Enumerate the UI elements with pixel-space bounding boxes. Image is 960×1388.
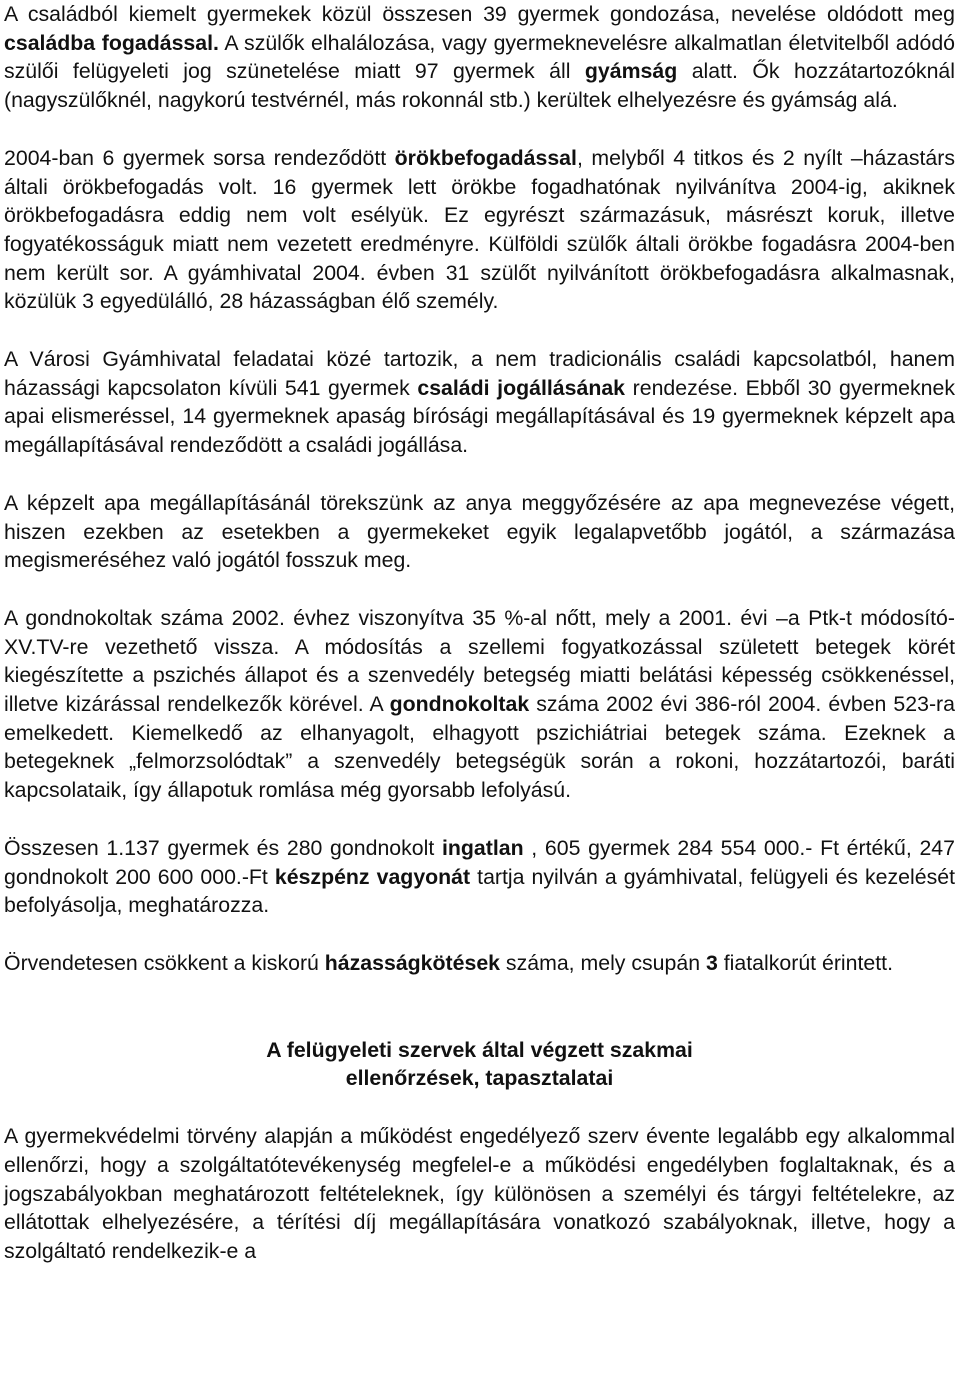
bold-term-family-legal-status: családi jogállásának	[417, 375, 626, 400]
text-run: A gyermekvédelmi törvény alapján a működést engedélyező szerv évente legalább egy alkalommal ellenőrzi, hogy a szolgáltatótevékenység megfelel-e a működési engedélyben foglaltaknak, és a jogszabályokban meghatározott feltételeknek, így különösen a személyi és tárgyi feltételekre, az ellátottak elhelyezésére, a térítési díj megállapítására vonatkozó szabályoknak, illetve, hogy a szolgáltató rendelkezik-e a	[4, 1124, 955, 1263]
paragraph-spacer	[4, 316, 955, 345]
paragraph-assets	[4, 834, 955, 920]
text-run: A szülők elhalálozása, vagy gyermeknevelésre alkalmatlan életvitelből adódó szülői felügyeleti jog szünetelése miatt 97 gyermek áll	[4, 30, 956, 84]
text-run: tartja nyilván a gyámhivatal, felügyeli és kezelését befolyásolja, meghatározza.	[4, 864, 956, 918]
paragraph-spacer	[4, 805, 955, 834]
text-run: száma 2002 évi 386-ról 2004. évben 523-ra emelkedett. Kiemelkedő az elhanyagolt, elhagyott pszichiátriai betegek száma. Ezeknek a betegeknek „felmorzsolódtak” a szenvedély betegségük során a rokoni, hozzátartozói, baráti kapcsolataik, így állapotuk romlása még gyorsabb lefolyású.	[4, 692, 955, 803]
paragraph-fictitious-father	[4, 489, 955, 575]
paragraph-spacer	[4, 575, 955, 604]
bold-term-guardianship: gyámság	[584, 59, 678, 84]
paragraph-spacer	[4, 1093, 955, 1122]
paragraph-marriages	[4, 949, 955, 978]
section-heading	[4, 1036, 955, 1093]
paragraph-family-legal-status	[4, 345, 955, 460]
text-run: A képzelt apa megállapításánál törekszünk az anya meggyőzésére az apa megnevezése végett, hiszen ezekben az esetekben a gyermekeket egyik legalapvetőbb jogától, a származása megismeréséhez való jogától fosszuk meg.	[4, 490, 955, 573]
text-run: alatt. Ők hozzátartozóknál (nagyszülőknél, nagykorú testvérnél, más rokonnál stb.) kerültek elhelyezésre és gyámság alá.	[4, 59, 955, 113]
paragraph-spacer	[4, 115, 955, 144]
text-run: A gondnokoltak száma 2002. évhez viszonyítva 35 %-al nőtt, mely a 2001. évi –a Ptk-t módosító- XV.TV-re vezethető vissza. A módosítás a szellemi fogyatkozással született betegek körét kiegészítette a pszichés állapot és a szenvedély betegség miatti belátási képesség csökkenéssel, illetve kizárással rendelkezők körével. A	[4, 605, 955, 717]
text-run: Összesen 1.137 gyermek és 280 gondnokolt	[4, 835, 442, 860]
bold-term-cash-assets: készpénz vagyonát	[274, 864, 471, 889]
text-run: Örvendetesen csökkent a kiskorú	[4, 950, 325, 975]
text-run: fiatalkorút érintett.	[717, 950, 894, 975]
text-run: 2004-ban 6 gyermek sorsa rendeződött	[4, 145, 395, 170]
bold-term-wards: gondnokoltak	[389, 692, 530, 717]
document-page	[4, 0, 955, 1266]
paragraph-spacer	[4, 460, 955, 489]
paragraph-inspection	[4, 1122, 955, 1266]
text-run: száma, mely csupán	[500, 950, 706, 975]
bold-term-family-fostering: családba fogadással.	[4, 30, 219, 55]
text-run: A családból kiemelt gyermekek közül összesen 39 gyermek gondozása, nevelése oldódott meg	[4, 2, 955, 26]
section-heading-line-2: ellenőrzések, tapasztalatai	[345, 1066, 614, 1091]
text-run: , melyből 4 titkos és 2 nyílt –házastárs általi örökbefogadás volt. 16 gyermek lett örökbe fogadhatónak nyilvánítva 2004-ig, akiknek örökbefogadásra eddig nem volt esélyük. Ez egyrészt származásuk, másrészt koruk, illetve fogyatékosságuk miatt nem vezetett eredményre. Külföldi szülők általi örökbe fogadásra 2004-ben nem került sor. A gyámhivatal 2004. évben 31 szülőt nyilvánított örökbefogadásra alkalmasnak, közülük 3 egyedülálló, 28 házasságban élő személy.	[4, 145, 956, 314]
paragraph-spacer	[4, 920, 955, 949]
text-run: rendezése. Ebből 30 gyermeknek apai elismeréssel, 14 gyermeknek apaság bírósági megállapításával és 19 gyermeknek képzelt apa megállapításával rendeződött a családi jogállása.	[4, 375, 956, 458]
bold-term-real-estate: ingatlan	[441, 835, 524, 860]
paragraph-spacer	[4, 978, 955, 1007]
paragraph-adoption	[4, 144, 955, 316]
bold-term-marriages: házasságkötések	[324, 950, 501, 975]
paragraph-family-placement	[4, 0, 955, 115]
paragraph-guardianship-wards	[4, 604, 955, 805]
paragraph-spacer	[4, 1007, 955, 1036]
bold-term-adoption: örökbefogadással	[394, 145, 577, 170]
text-run: A Városi Gyámhivatal feladatai közé tartozik, a nem tradicionális családi kapcsolatból, hanem házassági kapcsolaton kívüli 541 gyermek	[4, 347, 955, 400]
bold-number-three: 3	[705, 950, 718, 975]
text-run: , 605 gyermek 284 554 000.- Ft értékű, 247 gondnokolt 200 600 000.-Ft	[4, 835, 955, 889]
section-heading-line-1: A felügyeleti szervek által végzett szakmai	[266, 1037, 693, 1062]
